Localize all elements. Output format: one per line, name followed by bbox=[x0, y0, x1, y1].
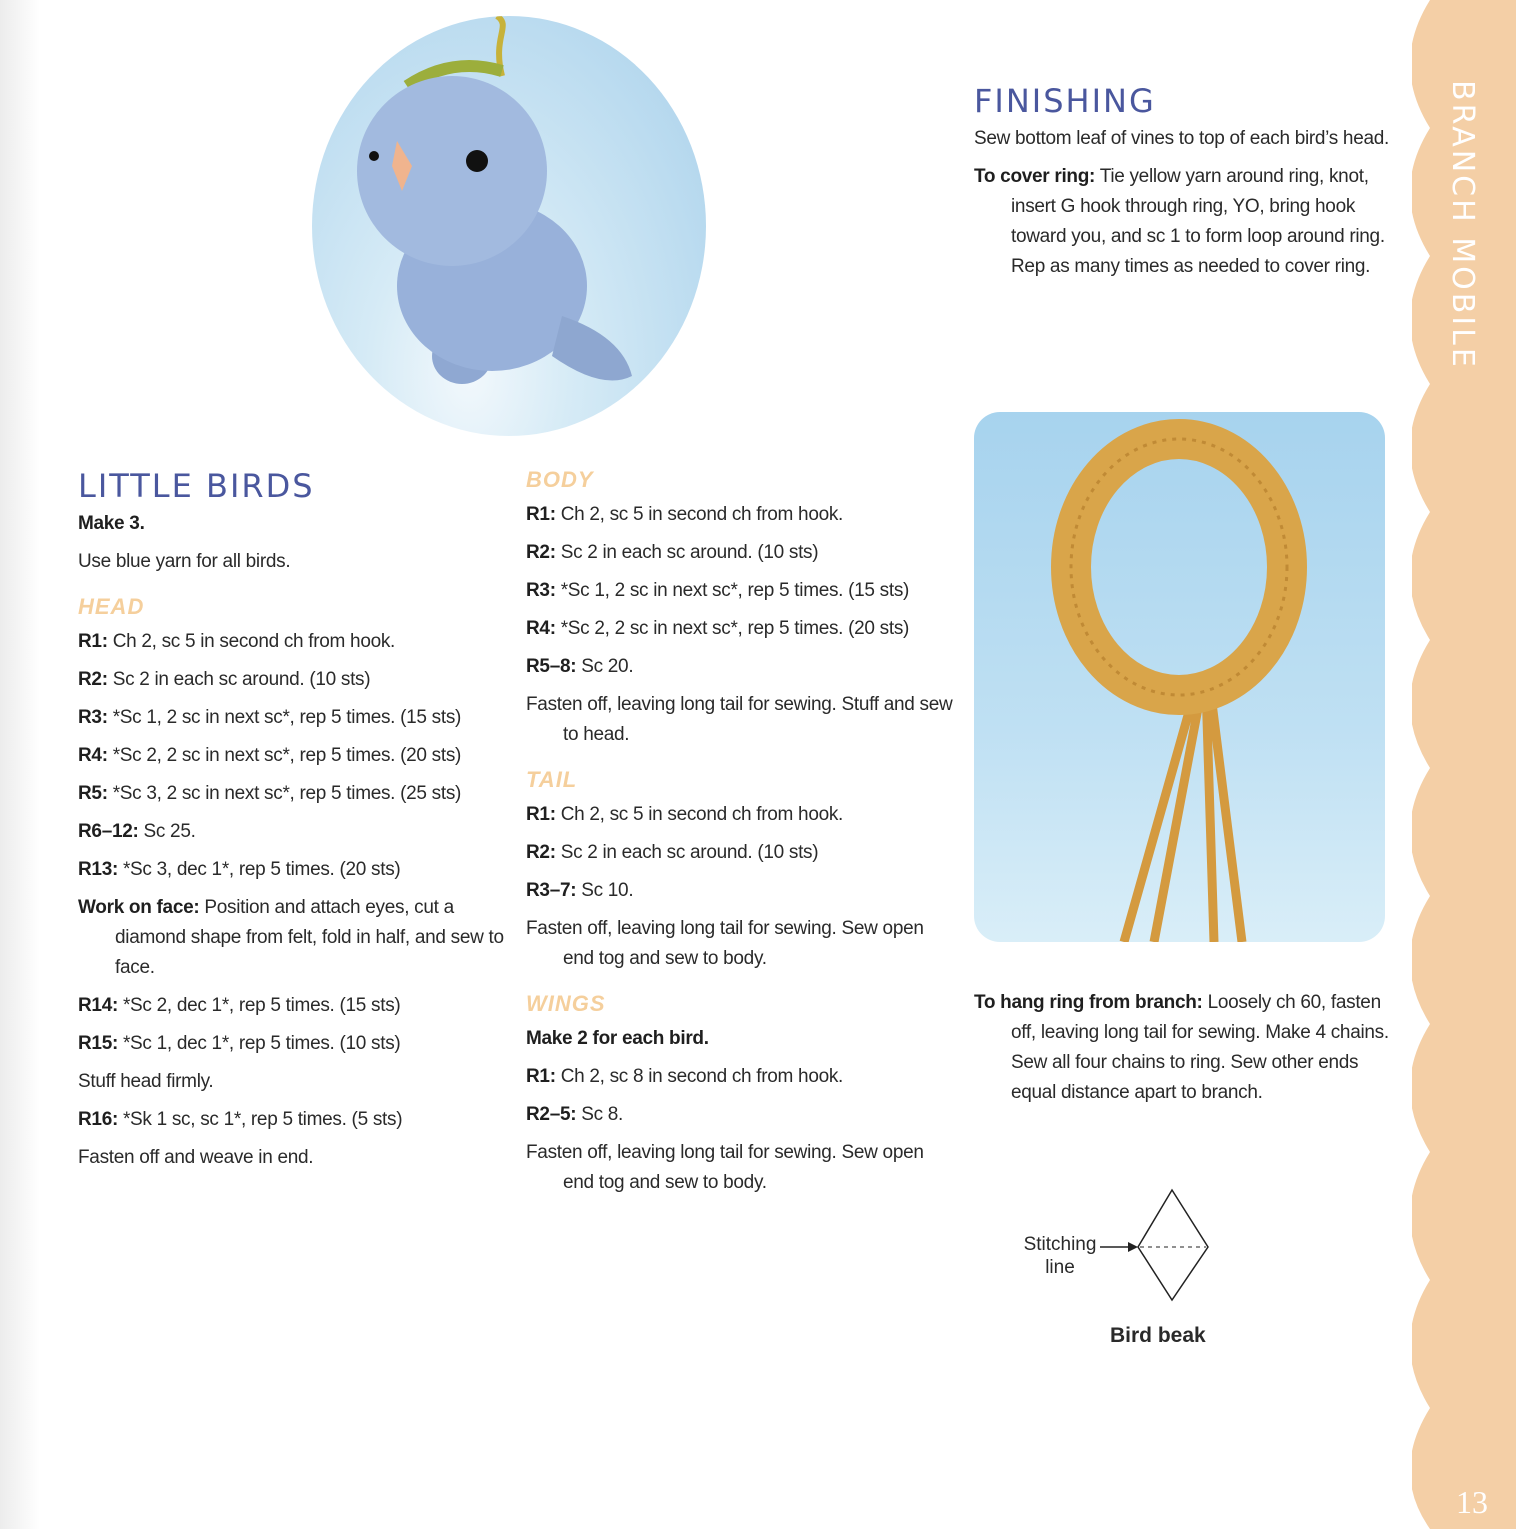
row-label: Make 2 for each bird. bbox=[526, 1028, 709, 1049]
subheading-head: HEAD bbox=[78, 594, 145, 619]
stitching-line-label-2: line bbox=[1045, 1257, 1075, 1278]
instruction-row bbox=[78, 665, 518, 695]
row-label: R4: bbox=[78, 745, 108, 766]
row-text: *Sc 1, 2 sc in next sc*, rep 5 times. (15 sts) bbox=[555, 580, 910, 601]
row-label: R1: bbox=[526, 1066, 556, 1087]
subheading-wings: WINGS bbox=[526, 991, 606, 1016]
row-label: R5: bbox=[78, 783, 108, 804]
little-birds-column bbox=[78, 467, 518, 1181]
row-label: To cover ring: bbox=[974, 166, 1096, 187]
row-label: Make 3. bbox=[78, 513, 145, 534]
crocheted-ring-illustration bbox=[974, 412, 1385, 942]
row-label: R2: bbox=[78, 669, 108, 690]
row-text: Tie yellow yarn around ring, knot, insert G hook through ring, YO, bring hook toward you, and sc 1 to form loop around ring. Rep as many times as needed to cover ring. bbox=[1011, 166, 1385, 277]
crochet-bird-illustration bbox=[312, 16, 706, 436]
instruction-row bbox=[526, 1024, 956, 1054]
instruction-row bbox=[526, 538, 956, 568]
instruction-row bbox=[78, 741, 518, 771]
hang-ring-instructions bbox=[974, 988, 1399, 1116]
row-label: R3: bbox=[526, 580, 556, 601]
instruction-row bbox=[78, 703, 518, 733]
instruction-row bbox=[78, 1029, 518, 1059]
instruction-row bbox=[526, 1138, 956, 1198]
instruction-row bbox=[526, 500, 956, 530]
row-label: R1: bbox=[526, 804, 556, 825]
row-text: Sc 2 in each sc around. (10 sts) bbox=[555, 542, 819, 563]
instruction-row bbox=[526, 1062, 956, 1092]
row-text: Position and attach eyes, cut a diamond shape from felt, fold in half, and sew to face. bbox=[115, 897, 504, 978]
instruction-row bbox=[78, 817, 518, 847]
instruction-row bbox=[78, 1105, 518, 1135]
row-text: Ch 2, sc 5 in second ch from hook. bbox=[555, 504, 844, 525]
row-text: Use blue yarn for all birds. bbox=[78, 551, 291, 572]
finishing-column bbox=[974, 82, 1399, 290]
chapter-title: BRANCH MOBILE bbox=[1445, 80, 1480, 370]
instruction-row bbox=[78, 1067, 518, 1097]
subheading-tail: TAIL bbox=[526, 767, 578, 792]
row-label: R1: bbox=[526, 504, 556, 525]
bird-photo bbox=[312, 16, 706, 436]
row-text: Stuff head firmly. bbox=[78, 1071, 214, 1092]
row-text: Sc 25. bbox=[138, 821, 196, 842]
instruction-row bbox=[974, 162, 1399, 282]
diagram-caption: Bird beak bbox=[1110, 1324, 1206, 1347]
row-label: R14: bbox=[78, 995, 118, 1016]
row-text: Fasten off, leaving long tail for sewing. Sew open end tog and sew to body. bbox=[526, 918, 924, 969]
instruction-row bbox=[526, 876, 956, 906]
row-text: Sew bottom leaf of vines to top of each bird’s head. bbox=[974, 128, 1389, 149]
row-text: *Sc 2, 2 sc in next sc*, rep 5 times. (20 sts) bbox=[555, 618, 910, 639]
instruction-row bbox=[526, 576, 956, 606]
row-text: Fasten off, leaving long tail for sewing. Sew open end tog and sew to body. bbox=[526, 1142, 924, 1193]
instruction-row bbox=[526, 1100, 956, 1130]
page-gutter-shadow bbox=[0, 0, 40, 1529]
row-label: R2–5: bbox=[526, 1104, 577, 1125]
instruction-row bbox=[78, 509, 518, 539]
row-label: R3–7: bbox=[526, 880, 577, 901]
row-text: Sc 10. bbox=[576, 880, 634, 901]
row-label: R5–8: bbox=[526, 656, 577, 677]
row-text: Ch 2, sc 8 in second ch from hook. bbox=[555, 1066, 844, 1087]
row-text: Sc 8. bbox=[576, 1104, 624, 1125]
section-title-little-birds: LITTLE BIRDS bbox=[78, 467, 315, 505]
page-number: 13 bbox=[1456, 1484, 1488, 1520]
row-label: Work on face: bbox=[78, 897, 200, 918]
row-text: Fasten off and weave in end. bbox=[78, 1147, 314, 1168]
instruction-row bbox=[526, 914, 956, 974]
instruction-row bbox=[78, 779, 518, 809]
row-label: R16: bbox=[78, 1109, 118, 1130]
stitching-line-label: Stitching bbox=[1023, 1234, 1097, 1255]
instruction-row bbox=[78, 893, 518, 983]
row-text: Ch 2, sc 5 in second ch from hook. bbox=[107, 631, 396, 652]
row-text: Ch 2, sc 5 in second ch from hook. bbox=[555, 804, 844, 825]
instruction-row bbox=[526, 614, 956, 644]
row-label: R3: bbox=[78, 707, 108, 728]
row-text: Sc 2 in each sc around. (10 sts) bbox=[107, 669, 371, 690]
instruction-row bbox=[78, 991, 518, 1021]
subheading-body: BODY bbox=[526, 467, 594, 492]
row-text: *Sk 1 sc, sc 1*, rep 5 times. (5 sts) bbox=[117, 1109, 403, 1130]
row-label: R15: bbox=[78, 1033, 118, 1054]
row-label: R2: bbox=[526, 842, 556, 863]
instruction-row bbox=[78, 855, 518, 885]
row-text: *Sc 1, dec 1*, rep 5 times. (10 sts) bbox=[117, 1033, 401, 1054]
row-text: *Sc 2, 2 sc in next sc*, rep 5 times. (20 sts) bbox=[107, 745, 462, 766]
row-text: Sc 2 in each sc around. (10 sts) bbox=[555, 842, 819, 863]
instruction-row bbox=[526, 690, 956, 750]
row-text: *Sc 3, 2 sc in next sc*, rep 5 times. (25 sts) bbox=[107, 783, 462, 804]
instruction-row bbox=[974, 988, 1399, 1108]
row-label: To hang ring from branch: bbox=[974, 992, 1203, 1013]
row-label: R6–12: bbox=[78, 821, 139, 842]
row-text: Fasten off, leaving long tail for sewing. Stuff and sew to head. bbox=[526, 694, 953, 745]
row-text: Loosely ch 60, fasten off, leaving long tail for sewing. Make 4 chains. Sew all four chains to ring. Sew other ends equal distance apart to branch. bbox=[1011, 992, 1389, 1103]
ring-photo bbox=[974, 412, 1385, 942]
bird-beak-diagram bbox=[1000, 1185, 1260, 1365]
row-text: *Sc 3, dec 1*, rep 5 times. (20 sts) bbox=[117, 859, 401, 880]
row-label: R13: bbox=[78, 859, 118, 880]
instruction-row bbox=[526, 800, 956, 830]
row-text: Sc 20. bbox=[576, 656, 634, 677]
row-label: R4: bbox=[526, 618, 556, 639]
row-label: R2: bbox=[526, 542, 556, 563]
row-text: *Sc 2, dec 1*, rep 5 times. (15 sts) bbox=[117, 995, 401, 1016]
row-text: *Sc 1, 2 sc in next sc*, rep 5 times. (15 sts) bbox=[107, 707, 462, 728]
instruction-row bbox=[974, 124, 1399, 154]
section-title-finishing: FINISHING bbox=[974, 82, 1156, 120]
body-tail-wings-column bbox=[526, 466, 956, 1206]
instruction-row bbox=[78, 1143, 518, 1173]
instruction-row bbox=[78, 627, 518, 657]
instruction-row bbox=[526, 838, 956, 868]
instruction-row bbox=[78, 547, 518, 577]
row-label: R1: bbox=[78, 631, 108, 652]
instruction-row bbox=[526, 652, 956, 682]
